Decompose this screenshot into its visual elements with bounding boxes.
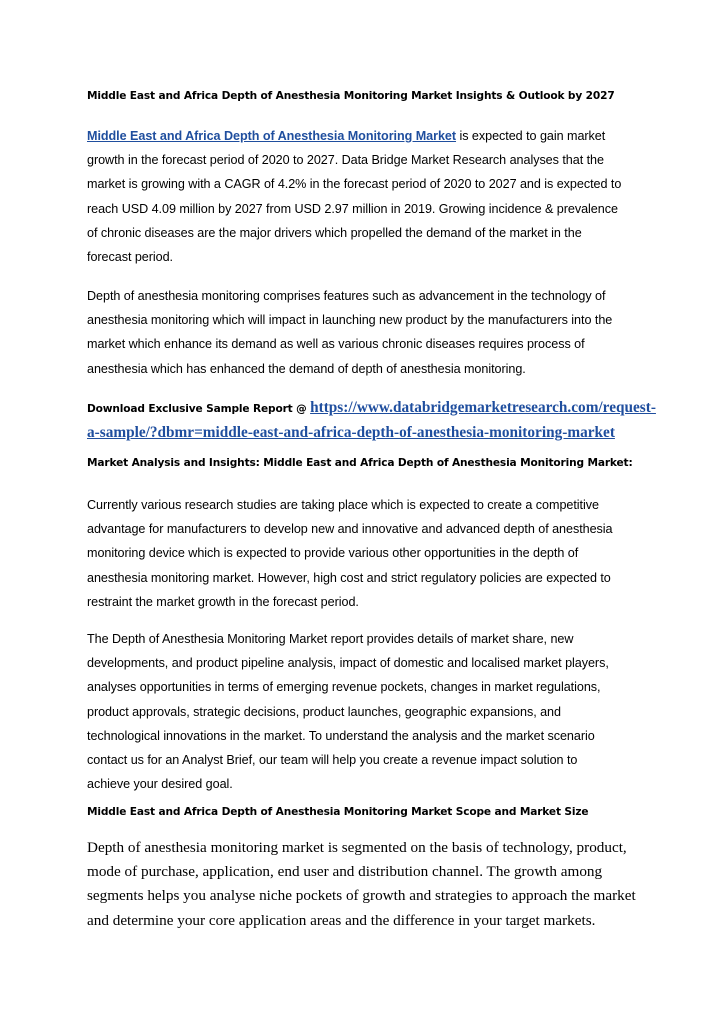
paragraph-line: achieve your desired goal. <box>87 777 233 792</box>
research-paragraph <box>87 493 647 614</box>
intro-line: reach USD 4.09 million by 2027 from USD 2.97 million in 2019. Growing incidence & prevalence <box>87 201 618 216</box>
paragraph-line: monitoring device which is expected to provide various other opportunities in the depth of <box>87 546 579 561</box>
download-sample-section <box>87 396 656 445</box>
paragraph-line: anesthesia monitoring which will impact in launching new product by the manufacturers into the <box>87 313 613 328</box>
paragraph-line: market which enhance its demand as well as various chronic diseases requires process of <box>87 337 585 352</box>
intro-paragraph <box>87 124 647 269</box>
paragraph-line: segments helps you analyse niche pockets of growth and strategies to approach the market <box>87 887 636 905</box>
paragraph-line: developments, and product pipeline analysis, impact of domestic and localised market players, <box>87 656 609 671</box>
paragraph-line: technological innovations in the market. To understand the analysis and the market scenario <box>87 728 595 743</box>
intro-line-1-rest: is expected to gain market <box>456 129 606 143</box>
scope-heading: Middle East and Africa Depth of Anesthesia Monitoring Market Scope and Market Size <box>87 806 589 818</box>
paragraph-line: Depth of anesthesia monitoring market is segmented on the basis of technology, product, <box>87 839 627 856</box>
paragraph-line: restraint the market growth in the forecast period. <box>87 594 359 609</box>
intro-line: growth in the forecast period of 2020 to 2027. Data Bridge Market Research analyses that the <box>87 153 604 168</box>
download-sample-label: Download Exclusive Sample Report @ <box>87 403 311 415</box>
paragraph-line: Depth of anesthesia monitoring comprises features such as advancement in the technology of <box>87 289 606 303</box>
paragraph-line: product approvals, strategic decisions, product launches, geographic expansions, and <box>87 704 561 719</box>
paragraph-line: anesthesia which has enhanced the demand of depth of anesthesia monitoring. <box>87 361 526 376</box>
paragraph-line: analyses opportunities in terms of emerging revenue pockets, changes in market regulations, <box>87 680 601 695</box>
paragraph-line: contact us for an Analyst Brief, our team will help you create a revenue impact solution to <box>87 753 578 768</box>
description-paragraph <box>87 284 647 381</box>
paragraph-line: The Depth of Anesthesia Monitoring Market report provides details of market share, new <box>87 632 574 646</box>
paragraph-line: Currently various research studies are taking place which is expected to create a competitive <box>87 498 599 512</box>
paragraph-line: and determine your core application areas and the difference in your target markets. <box>87 911 596 929</box>
paragraph-line: advantage for manufacturers to develop new and innovative and advanced depth of anesthesia <box>87 522 613 537</box>
analysis-heading <box>87 457 647 469</box>
analysis-heading-prefix: Market Analysis and Insights: <box>87 457 264 469</box>
intro-line: of chronic diseases are the major drivers which propelled the demand of the market in the <box>87 225 582 240</box>
intro-line: forecast period. <box>87 250 174 265</box>
paragraph-line: anesthesia monitoring market. However, high cost and strict regulatory policies are expected to <box>87 570 611 585</box>
sample-request-url-part-1[interactable]: https://www.databridgemarketresearch.com/request- <box>310 399 656 416</box>
segmentation-paragraph <box>87 836 647 933</box>
market-report-link[interactable]: Middle East and Africa Depth of Anesthesia Monitoring Market <box>87 129 457 143</box>
report-details-paragraph <box>87 627 647 796</box>
sample-request-url-part-2[interactable]: a-sample/?dbmr=middle-east-and-africa-depth-of-anesthesia-monitoring-market <box>87 424 615 441</box>
paragraph-line: mode of purchase, application, end user and distribution channel. The growth among <box>87 863 603 881</box>
document-title: Middle East and Africa Depth of Anesthesia Monitoring Market Insights & Outlook by 2027 <box>87 90 615 102</box>
analysis-heading-main: Middle East and Africa Depth of Anesthesia Monitoring Market: <box>263 457 633 469</box>
intro-line: market is growing with a CAGR of 4.2% in the forecast period of 2020 to 2027 and is expected to <box>87 177 622 192</box>
